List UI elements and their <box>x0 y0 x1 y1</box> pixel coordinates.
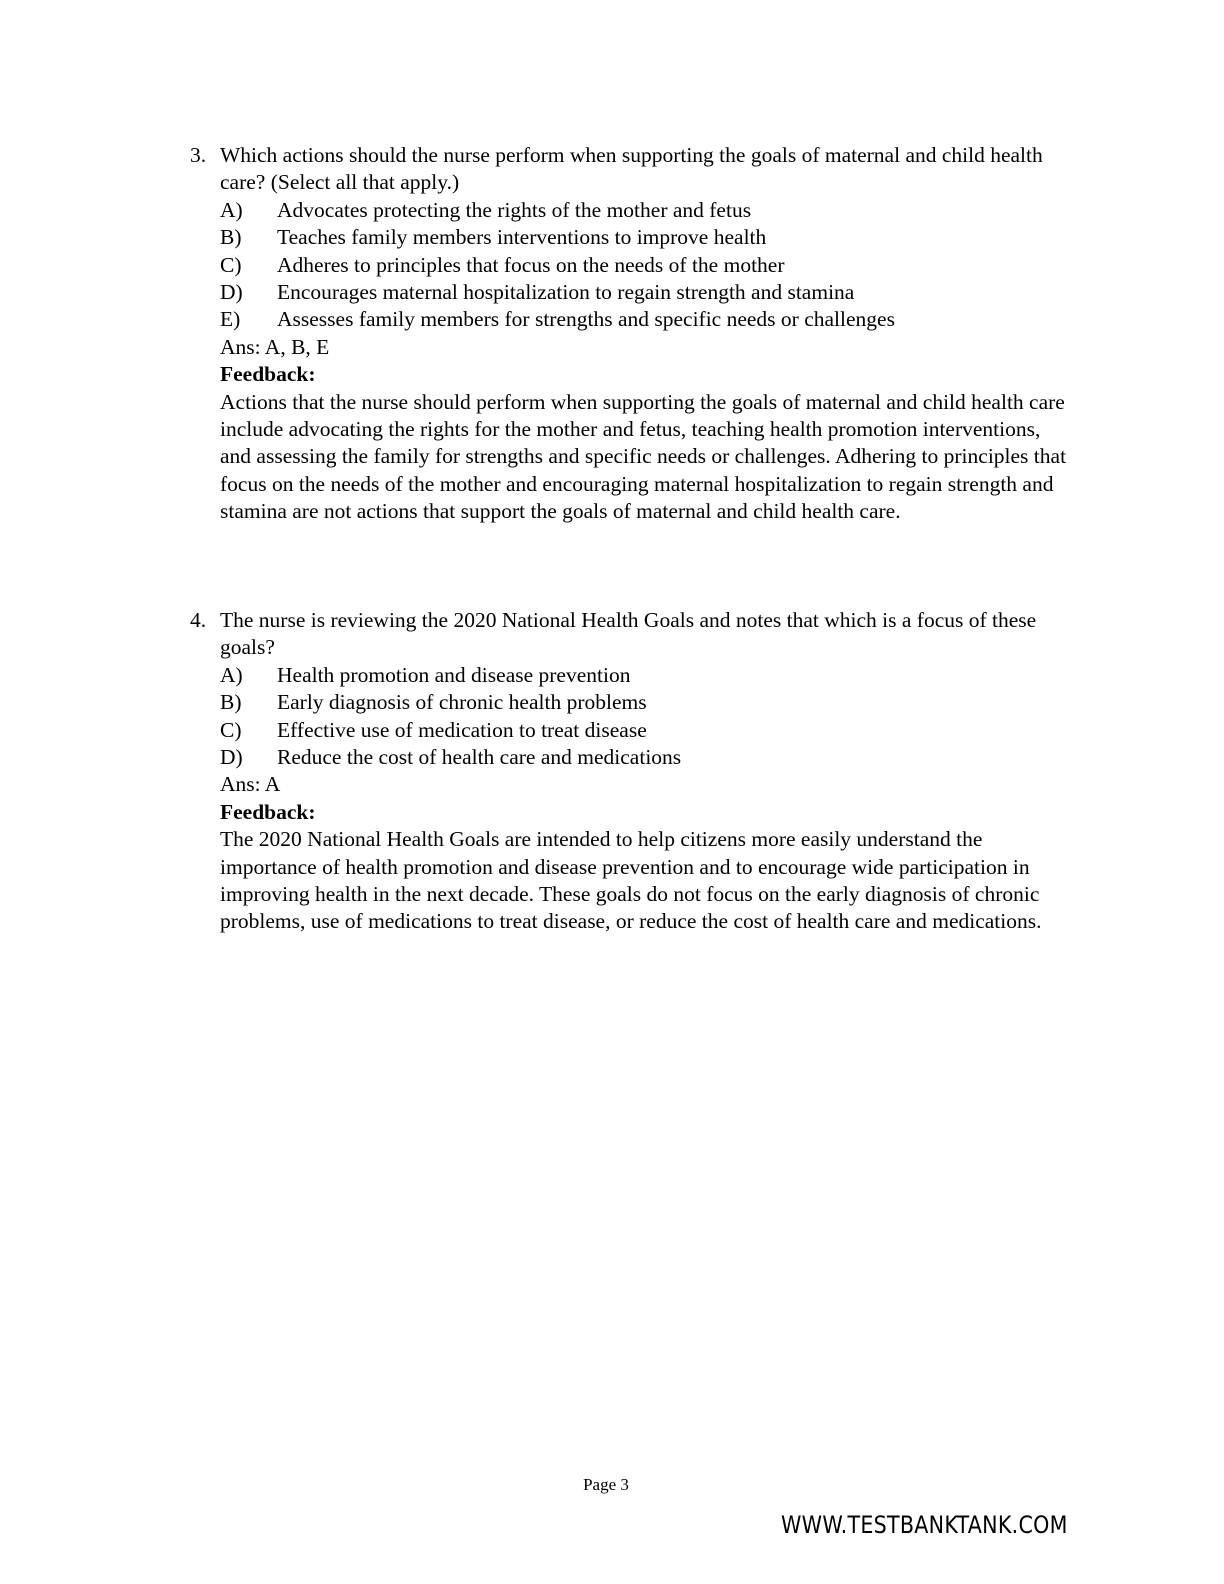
page-number: Page 3 <box>583 1475 629 1494</box>
feedback-text: Actions that the nurse should perform when supporting the goals of maternal and child health care include advocating the rights for the mother and fetus, teaching health promotion interventions, and assessing the family for strengths and specific needs or challenges. Adhering to principles that focus on the needs of the mother and encouraging maternal hospitalization to regain strength and stamina are not actions that support the goals of maternal and child health care. <box>220 389 1067 524</box>
option-letter: A) <box>220 662 243 687</box>
option-letter: D) <box>220 280 243 305</box>
answer-option <box>220 662 1070 689</box>
feedback-heading: Feedback: <box>220 799 316 824</box>
feedback-heading: Feedback: <box>220 362 316 387</box>
question-body <box>220 197 1070 526</box>
option-letter: C) <box>220 252 242 277</box>
question-stem-row <box>190 607 1070 662</box>
question-body <box>220 662 1070 936</box>
option-text: Assesses family members for strengths and specific needs or challenges <box>277 307 895 332</box>
question-stem: Which actions should the nurse perform when supporting the goals of maternal and child health care? (Select all that apply.) <box>220 143 1043 195</box>
question-number: 4. <box>190 608 207 632</box>
option-text: Reduce the cost of health care and medications <box>277 745 682 770</box>
option-letter: A) <box>220 197 243 222</box>
option-text: Health promotion and disease prevention <box>277 662 631 687</box>
answer-option <box>220 252 1070 279</box>
answer-option <box>220 689 1070 716</box>
option-letter: C) <box>220 717 242 742</box>
answer-option <box>220 224 1070 251</box>
question-stem: The nurse is reviewing the 2020 National Health Goals and notes that which is a focus of these goals? <box>220 608 1037 660</box>
question-4 <box>190 607 1070 936</box>
answer-option <box>220 197 1070 224</box>
option-text: Early diagnosis of chronic health problems <box>277 690 647 715</box>
answer-key: Ans: A <box>220 772 281 797</box>
feedback-text: The 2020 National Health Goals are intended to help citizens more easily understand the importance of health promotion and disease prevention and to encourage wide participation in improving health in the next decade. These goals do not focus on the early diagnosis of chronic problems, use of medications to treat disease, or reduce the cost of health care and medications. <box>220 827 1042 934</box>
option-text: Teaches family members interventions to improve health <box>277 225 767 250</box>
question-3 <box>190 142 1070 526</box>
option-text: Adheres to principles that focus on the needs of the mother <box>277 252 785 277</box>
option-letter: D) <box>220 745 243 770</box>
question-stem-row <box>190 142 1070 197</box>
answer-option <box>220 717 1070 744</box>
website-watermark: WWW.TESTBANKTANK.COM <box>781 1511 1068 1539</box>
question-number: 3. <box>190 143 207 167</box>
option-letter: B) <box>220 690 242 715</box>
option-letter: B) <box>220 225 242 250</box>
answer-option <box>220 744 1070 771</box>
answer-option <box>220 279 1070 306</box>
answer-key: Ans: A, B, E <box>220 334 330 359</box>
option-text: Effective use of medication to treat disease <box>277 717 647 742</box>
answer-option <box>220 306 1070 333</box>
option-letter: E) <box>220 307 241 332</box>
option-text: Advocates protecting the rights of the mother and fetus <box>277 197 752 222</box>
option-text: Encourages maternal hospitalization to regain strength and stamina <box>277 280 855 305</box>
